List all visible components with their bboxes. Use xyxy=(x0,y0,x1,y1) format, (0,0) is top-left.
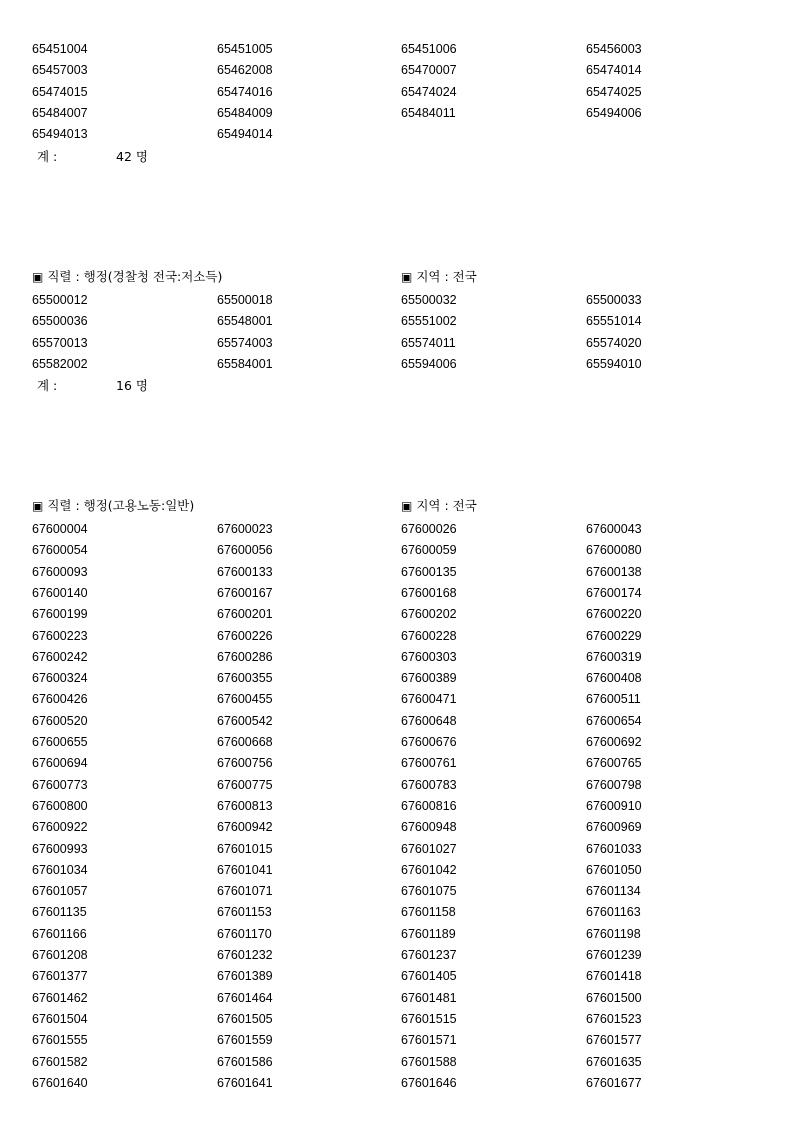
id-number: 67600655 xyxy=(32,735,88,749)
id-number: 67600389 xyxy=(401,671,457,686)
table-row xyxy=(0,60,793,81)
id-number: 67600520 xyxy=(32,713,88,728)
id-number: 67600654 xyxy=(586,713,642,728)
table-row xyxy=(0,902,793,923)
id-number: 67600969 xyxy=(586,820,642,835)
id-number: 67601559 xyxy=(217,1033,273,1048)
id-number: 67601057 xyxy=(32,884,88,899)
id-number: 65474014 xyxy=(586,63,642,78)
table-row xyxy=(0,966,793,987)
id-number: 67601515 xyxy=(401,1011,457,1026)
id-number: 67600816 xyxy=(401,798,457,813)
id-number: 67601189 xyxy=(401,926,456,941)
table-row xyxy=(0,82,793,103)
id-number: 67600138 xyxy=(586,564,642,579)
table-row xyxy=(0,540,793,561)
total-label: 계 : xyxy=(37,148,58,164)
id-number: 67600228 xyxy=(401,628,457,643)
table-row xyxy=(0,945,793,966)
id-number: 65570013 xyxy=(32,335,88,350)
id-number: 67600174 xyxy=(586,585,642,600)
id-number: 67601462 xyxy=(32,990,88,1005)
id-number: 67600511 xyxy=(586,692,641,707)
table-row xyxy=(0,647,793,668)
id-number: 67600798 xyxy=(586,777,642,792)
id-number: 67601646 xyxy=(401,1075,457,1090)
id-number: 67601166 xyxy=(32,926,87,941)
id-number: 65582002 xyxy=(32,356,88,371)
filled-square-icon: ▣ xyxy=(32,499,44,513)
id-number: 67600542 xyxy=(217,713,273,728)
id-number: 67601505 xyxy=(217,1011,273,1026)
id-number: 67600201 xyxy=(217,607,273,622)
id-number: 67600199 xyxy=(32,607,88,622)
id-number: 67600922 xyxy=(32,820,88,835)
id-number: 65484007 xyxy=(32,105,88,120)
id-number: 67600004 xyxy=(32,522,88,536)
id-number: 65500032 xyxy=(401,293,457,307)
id-number: 65462008 xyxy=(217,63,273,78)
id-number: 67601041 xyxy=(217,862,273,877)
id-number: 67600648 xyxy=(401,713,457,728)
id-number: 67600202 xyxy=(401,607,457,622)
id-number: 67600692 xyxy=(586,735,642,749)
id-number: 65574020 xyxy=(586,335,642,350)
id-number: 67600140 xyxy=(32,585,88,600)
id-number: 67600167 xyxy=(217,585,273,600)
id-number: 67601170 xyxy=(217,926,272,941)
table-row xyxy=(0,988,793,1009)
header-text: 직렬 : 행정(고용노동:일반) xyxy=(47,498,195,513)
id-number: 67601027 xyxy=(401,841,457,856)
section-header-right xyxy=(401,495,477,517)
table-row xyxy=(0,775,793,796)
id-number: 67601208 xyxy=(32,948,88,962)
id-number: 67601015 xyxy=(217,841,273,856)
id-number: 65451004 xyxy=(32,42,88,56)
id-number: 67601033 xyxy=(586,841,642,856)
id-number: 67601418 xyxy=(586,969,642,984)
id-number: 67600303 xyxy=(401,649,457,664)
id-number: 67600773 xyxy=(32,777,88,792)
id-number: 67600059 xyxy=(401,543,457,558)
id-number: 65451006 xyxy=(401,42,457,56)
id-number: 65456003 xyxy=(586,42,642,56)
id-number: 67600226 xyxy=(217,628,273,643)
table-row xyxy=(0,519,793,540)
table-row xyxy=(0,311,793,332)
id-number: 67600676 xyxy=(401,735,457,749)
table-row xyxy=(0,39,793,60)
id-number: 67600023 xyxy=(217,522,273,536)
table-row xyxy=(0,817,793,838)
id-number: 65594010 xyxy=(586,356,642,371)
table-row xyxy=(0,924,793,945)
id-number: 67600765 xyxy=(586,756,642,771)
id-number: 65494014 xyxy=(217,127,273,142)
id-number: 67601577 xyxy=(586,1033,642,1048)
table-row xyxy=(0,668,793,689)
id-number: 67600242 xyxy=(32,649,88,664)
id-number: 67600756 xyxy=(217,756,273,771)
id-number: 67600426 xyxy=(32,692,88,707)
table-row xyxy=(0,562,793,583)
total-label: 계 : xyxy=(37,378,58,394)
id-number: 65574011 xyxy=(401,335,456,350)
id-number: 67601163 xyxy=(586,905,641,920)
table-row xyxy=(0,124,793,145)
id-number: 67600942 xyxy=(217,820,273,835)
table-row xyxy=(0,689,793,710)
id-number: 67601198 xyxy=(586,926,641,941)
total-count: 16 명 xyxy=(116,378,148,394)
id-number: 65474015 xyxy=(32,84,88,99)
section-header-right xyxy=(401,266,477,288)
table-row xyxy=(0,583,793,604)
id-number: 67601389 xyxy=(217,969,273,984)
table-row xyxy=(0,354,793,375)
id-number: 67601405 xyxy=(401,969,457,984)
id-number: 67601464 xyxy=(217,990,273,1005)
id-number: 65551014 xyxy=(586,314,642,329)
id-number: 67601042 xyxy=(401,862,457,877)
id-number: 65451005 xyxy=(217,42,273,56)
table-row xyxy=(0,290,793,311)
id-number: 65551002 xyxy=(401,314,457,329)
id-number: 67601641 xyxy=(217,1075,273,1090)
id-number: 65484011 xyxy=(401,105,456,120)
id-number: 67601377 xyxy=(32,969,88,984)
table-row xyxy=(0,860,793,881)
table-row xyxy=(0,839,793,860)
id-number: 67601555 xyxy=(32,1033,88,1048)
id-number: 67600813 xyxy=(217,798,273,813)
id-number: 67601586 xyxy=(217,1054,273,1069)
table-row xyxy=(0,796,793,817)
id-number: 67600054 xyxy=(32,543,88,558)
id-number: 65594006 xyxy=(401,356,457,371)
id-number: 67601153 xyxy=(217,905,272,920)
id-number: 67601239 xyxy=(586,948,642,962)
id-number: 67601504 xyxy=(32,1011,88,1026)
id-number: 67601075 xyxy=(401,884,457,899)
table-row xyxy=(0,1073,793,1094)
id-number: 65584001 xyxy=(217,356,273,371)
id-number: 65500018 xyxy=(217,293,273,307)
id-number: 67601071 xyxy=(217,884,273,899)
id-number: 67601677 xyxy=(586,1075,642,1090)
table-row xyxy=(0,333,793,354)
id-number: 65484009 xyxy=(217,105,273,120)
id-number: 65574003 xyxy=(217,335,273,350)
id-number: 67600355 xyxy=(217,671,273,686)
section-header-left xyxy=(32,266,222,288)
id-number: 67600168 xyxy=(401,585,457,600)
id-number: 67601481 xyxy=(401,990,457,1005)
id-number: 67600043 xyxy=(586,522,642,536)
id-number: 67600135 xyxy=(401,564,457,579)
id-number: 67600133 xyxy=(217,564,273,579)
id-number: 67601582 xyxy=(32,1054,88,1069)
id-number: 65548001 xyxy=(217,314,273,329)
id-number: 67600800 xyxy=(32,798,88,813)
id-number: 67601237 xyxy=(401,948,457,962)
id-number: 67601523 xyxy=(586,1011,642,1026)
id-number: 65500033 xyxy=(586,293,642,307)
table-row xyxy=(0,1009,793,1030)
id-number: 67600455 xyxy=(217,692,273,707)
filled-square-icon: ▣ xyxy=(401,499,413,513)
id-number: 67600229 xyxy=(586,628,642,643)
id-number: 67600408 xyxy=(586,671,642,686)
id-number: 65494013 xyxy=(32,127,88,142)
id-number: 67600220 xyxy=(586,607,642,622)
id-number: 65494006 xyxy=(586,105,642,120)
id-number: 67600471 xyxy=(401,692,457,707)
id-number: 67601571 xyxy=(401,1033,457,1048)
id-number: 67601640 xyxy=(32,1075,88,1090)
table-row xyxy=(0,626,793,647)
id-number: 67600286 xyxy=(217,649,273,664)
header-text: 직렬 : 행정(경찰청 전국:저소득) xyxy=(47,269,223,284)
id-number: 65474025 xyxy=(586,84,642,99)
id-number: 67600026 xyxy=(401,522,457,536)
id-number: 67601635 xyxy=(586,1054,642,1069)
id-number: 67600694 xyxy=(32,756,88,771)
id-number: 67600948 xyxy=(401,820,457,835)
id-number: 67600783 xyxy=(401,777,457,792)
id-number: 67601034 xyxy=(32,862,88,877)
id-number: 65500036 xyxy=(32,314,88,329)
id-number: 67600319 xyxy=(586,649,642,664)
filled-square-icon: ▣ xyxy=(32,270,44,284)
id-number: 67600775 xyxy=(217,777,273,792)
id-number: 67600761 xyxy=(401,756,457,771)
table-row xyxy=(0,1030,793,1051)
id-number: 67600668 xyxy=(217,735,273,749)
header-text: 지역 : 전국 xyxy=(416,269,477,284)
id-number: 67600223 xyxy=(32,628,88,643)
id-number: 65474016 xyxy=(217,84,273,99)
section-header-left xyxy=(32,495,194,517)
table-row xyxy=(0,881,793,902)
id-number: 67600910 xyxy=(586,798,642,813)
id-number: 67601050 xyxy=(586,862,642,877)
table-row xyxy=(0,1052,793,1073)
table-row xyxy=(0,732,793,753)
id-number: 67601232 xyxy=(217,948,273,962)
id-number: 65457003 xyxy=(32,63,88,78)
id-number: 67600056 xyxy=(217,543,273,558)
id-number: 67601158 xyxy=(401,905,456,920)
table-row xyxy=(0,103,793,124)
id-number: 65500012 xyxy=(32,293,88,307)
id-number: 67601134 xyxy=(586,884,641,899)
id-number: 67600993 xyxy=(32,841,88,856)
header-text: 지역 : 전국 xyxy=(416,498,477,513)
filled-square-icon: ▣ xyxy=(401,270,413,284)
id-number: 65474024 xyxy=(401,84,457,99)
id-number: 67601588 xyxy=(401,1054,457,1069)
id-number: 67600324 xyxy=(32,671,88,686)
table-row xyxy=(0,753,793,774)
id-number: 65470007 xyxy=(401,63,457,78)
table-row xyxy=(0,711,793,732)
id-number: 67600080 xyxy=(586,543,642,558)
id-number: 67601500 xyxy=(586,990,642,1005)
id-number: 67601135 xyxy=(32,905,87,920)
table-row xyxy=(0,604,793,625)
id-number: 67600093 xyxy=(32,564,88,579)
total-count: 42 명 xyxy=(116,148,148,164)
